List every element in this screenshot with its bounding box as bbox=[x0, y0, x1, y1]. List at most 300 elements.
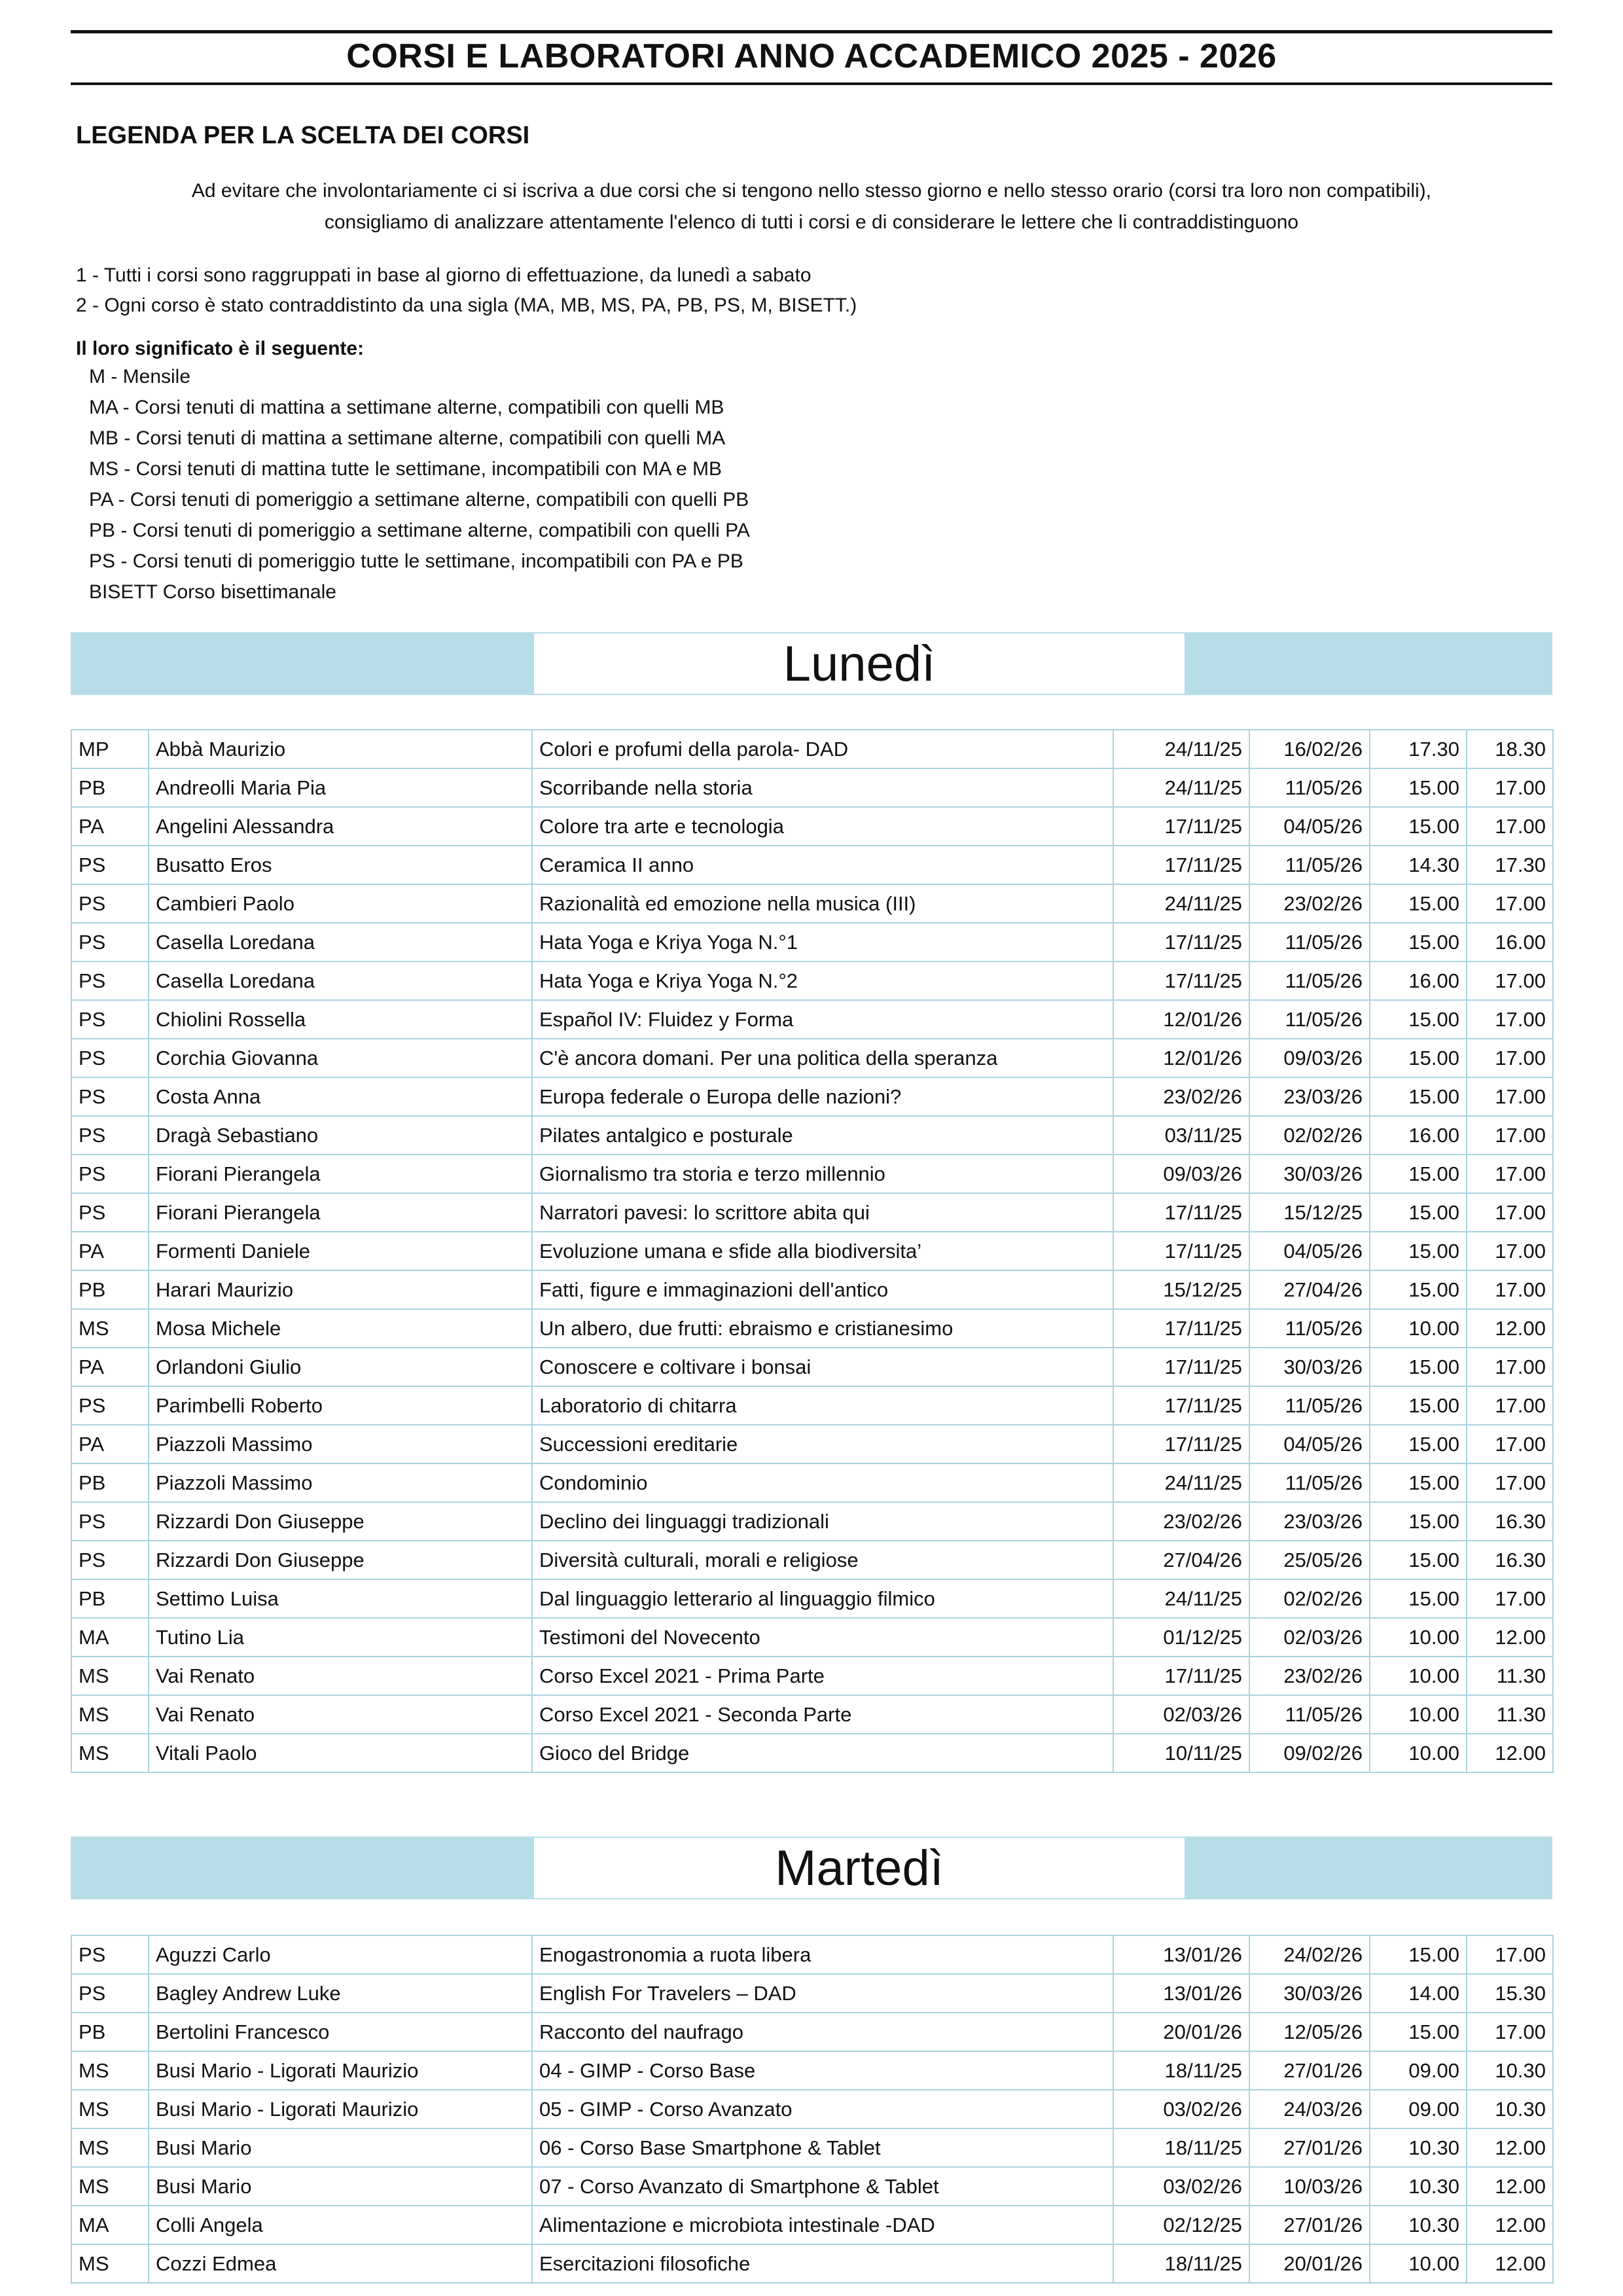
course-title: Un albero, due frutti: ebraismo e cristianesimo bbox=[532, 1309, 1113, 1348]
table-row bbox=[71, 2167, 1553, 2206]
end-time: 12.00 bbox=[1467, 2206, 1553, 2244]
course-title: Razionalità ed emozione nella musica (III) bbox=[532, 884, 1113, 923]
end-date: 23/03/26 bbox=[1249, 1502, 1370, 1541]
course-table bbox=[71, 729, 1554, 1773]
teacher-name: Casella Loredana bbox=[149, 961, 532, 1000]
end-time: 16.30 bbox=[1467, 1541, 1553, 1579]
end-date: 11/05/26 bbox=[1249, 1309, 1370, 1348]
end-date: 04/05/26 bbox=[1249, 1232, 1370, 1270]
table-row bbox=[71, 1155, 1553, 1193]
course-code: MA bbox=[71, 1618, 149, 1657]
start-date: 01/12/25 bbox=[1113, 1618, 1249, 1657]
course-code: MP bbox=[71, 730, 149, 768]
start-time: 15.00 bbox=[1370, 1502, 1467, 1541]
table-row bbox=[71, 1386, 1553, 1425]
teacher-name: Formenti Daniele bbox=[149, 1232, 532, 1270]
teacher-name: Colli Angela bbox=[149, 2206, 532, 2244]
start-date: 17/11/25 bbox=[1113, 1348, 1249, 1386]
end-date: 11/05/26 bbox=[1249, 768, 1370, 807]
table-row bbox=[71, 1974, 1553, 2013]
start-date: 15/12/25 bbox=[1113, 1270, 1249, 1309]
teacher-name: Andreolli Maria Pia bbox=[149, 768, 532, 807]
day-header-band bbox=[71, 1837, 1552, 1899]
teacher-name: Corchia Giovanna bbox=[149, 1039, 532, 1077]
course-title: C'è ancora domani. Per una politica della speranza bbox=[532, 1039, 1113, 1077]
teacher-name: Busatto Eros bbox=[149, 846, 532, 884]
course-title: 07 - Corso Avanzato di Smartphone & Tablet bbox=[532, 2167, 1113, 2206]
end-date: 16/02/26 bbox=[1249, 730, 1370, 768]
course-code: MA bbox=[71, 2206, 149, 2244]
course-code: PS bbox=[71, 923, 149, 961]
teacher-name: Vitali Paolo bbox=[149, 1734, 532, 1772]
start-time: 15.00 bbox=[1370, 1579, 1467, 1618]
end-time: 17.00 bbox=[1467, 1000, 1553, 1039]
start-date: 17/11/25 bbox=[1113, 1425, 1249, 1463]
table-row bbox=[71, 1348, 1553, 1386]
start-date: 17/11/25 bbox=[1113, 1386, 1249, 1425]
course-code: MS bbox=[71, 1657, 149, 1695]
course-title: Scorribande nella storia bbox=[532, 768, 1113, 807]
course-code: MS bbox=[71, 1309, 149, 1348]
course-code: PS bbox=[71, 1000, 149, 1039]
end-date: 23/02/26 bbox=[1249, 1657, 1370, 1695]
course-code: PB bbox=[71, 1270, 149, 1309]
course-code: PS bbox=[71, 1155, 149, 1193]
end-date: 25/05/26 bbox=[1249, 1541, 1370, 1579]
course-code: PB bbox=[71, 768, 149, 807]
end-time: 17.00 bbox=[1467, 884, 1553, 923]
end-date: 11/05/26 bbox=[1249, 846, 1370, 884]
end-time: 17.00 bbox=[1467, 1039, 1553, 1077]
teacher-name: Orlandoni Giulio bbox=[149, 1348, 532, 1386]
teacher-name: Aguzzi Carlo bbox=[149, 1935, 532, 1974]
code-item: MS - Corsi tenuti di mattina tutte le settimane, incompatibili con MA e MB bbox=[89, 458, 722, 480]
start-time: 15.00 bbox=[1370, 1193, 1467, 1232]
end-time: 10.30 bbox=[1467, 2090, 1553, 2128]
end-date: 02/02/26 bbox=[1249, 1579, 1370, 1618]
course-code: PS bbox=[71, 1502, 149, 1541]
end-date: 15/12/25 bbox=[1249, 1193, 1370, 1232]
end-time: 17.00 bbox=[1467, 1232, 1553, 1270]
code-item: MA - Corsi tenuti di mattina a settimane alterne, compatibili con quelli MB bbox=[89, 397, 724, 418]
start-time: 15.00 bbox=[1370, 1541, 1467, 1579]
table-row bbox=[71, 768, 1553, 807]
table-row bbox=[71, 1618, 1553, 1657]
course-title: Europa federale o Europa delle nazioni? bbox=[532, 1077, 1113, 1116]
end-time: 17.00 bbox=[1467, 768, 1553, 807]
teacher-name: Busi Mario - Ligorati Maurizio bbox=[149, 2051, 532, 2090]
start-time: 14.00 bbox=[1370, 1974, 1467, 2013]
meaning-heading: Il loro significato è il seguente: bbox=[76, 338, 365, 359]
table-row bbox=[71, 2013, 1553, 2051]
end-date: 20/01/26 bbox=[1249, 2244, 1370, 2283]
course-title: Testimoni del Novecento bbox=[532, 1618, 1113, 1657]
teacher-name: Fiorani Pierangela bbox=[149, 1193, 532, 1232]
end-date: 27/01/26 bbox=[1249, 2051, 1370, 2090]
start-time: 10.30 bbox=[1370, 2128, 1467, 2167]
end-time: 17.00 bbox=[1467, 1116, 1553, 1155]
end-time: 17.00 bbox=[1467, 1077, 1553, 1116]
start-time: 10.00 bbox=[1370, 1657, 1467, 1695]
course-title: Racconto del naufrago bbox=[532, 2013, 1113, 2051]
page-title: CORSI E LABORATORI ANNO ACCADEMICO 2025 - 2026 bbox=[346, 37, 1277, 75]
table-row bbox=[71, 1425, 1553, 1463]
end-date: 24/03/26 bbox=[1249, 2090, 1370, 2128]
legend-heading: LEGENDA PER LA SCELTA DEI CORSI bbox=[76, 122, 530, 149]
course-title: Español IV: Fluidez y Forma bbox=[532, 1000, 1113, 1039]
end-date: 11/05/26 bbox=[1249, 923, 1370, 961]
end-time: 17.30 bbox=[1467, 846, 1553, 884]
teacher-name: Tutino Lia bbox=[149, 1618, 532, 1657]
start-time: 10.00 bbox=[1370, 1695, 1467, 1734]
code-item: PB - Corsi tenuti di pomeriggio a settimane alterne, compatibili con quelli PA bbox=[89, 520, 750, 541]
teacher-name: Cambieri Paolo bbox=[149, 884, 532, 923]
top-rule bbox=[71, 30, 1552, 33]
course-code: PA bbox=[71, 1232, 149, 1270]
end-time: 11.30 bbox=[1467, 1695, 1553, 1734]
course-code: PS bbox=[71, 1116, 149, 1155]
course-title: Successioni ereditarie bbox=[532, 1425, 1113, 1463]
table-row bbox=[71, 1116, 1553, 1155]
end-time: 17.00 bbox=[1467, 1193, 1553, 1232]
teacher-name: Busi Mario bbox=[149, 2167, 532, 2206]
start-date: 20/01/26 bbox=[1113, 2013, 1249, 2051]
end-time: 17.00 bbox=[1467, 1386, 1553, 1425]
day-title: Martedì bbox=[533, 1837, 1186, 1899]
start-time: 15.00 bbox=[1370, 1935, 1467, 1974]
course-code: PS bbox=[71, 1193, 149, 1232]
start-time: 14.30 bbox=[1370, 846, 1467, 884]
code-item: PA - Corsi tenuti di pomeriggio a settimane alterne, compatibili con quelli PB bbox=[89, 489, 749, 511]
teacher-name: Piazzoli Massimo bbox=[149, 1425, 532, 1463]
start-date: 13/01/26 bbox=[1113, 1935, 1249, 1974]
start-time: 10.00 bbox=[1370, 2244, 1467, 2283]
start-date: 09/03/26 bbox=[1113, 1155, 1249, 1193]
end-date: 11/05/26 bbox=[1249, 1695, 1370, 1734]
table-row bbox=[71, 1232, 1553, 1270]
end-time: 18.30 bbox=[1467, 730, 1553, 768]
course-title: Giornalismo tra storia e terzo millennio bbox=[532, 1155, 1113, 1193]
start-date: 23/02/26 bbox=[1113, 1077, 1249, 1116]
legend-rule-2: 2 - Ogni corso è stato contraddistinto da una sigla (MA, MB, MS, PA, PB, PS, M, BISETT.) bbox=[76, 295, 857, 316]
course-title: 04 - GIMP - Corso Base bbox=[532, 2051, 1113, 2090]
course-code: MS bbox=[71, 2051, 149, 2090]
day-header-band bbox=[71, 632, 1552, 695]
course-title: Esercitazioni filosofiche bbox=[532, 2244, 1113, 2283]
course-title: Colori e profumi della parola- DAD bbox=[532, 730, 1113, 768]
start-time: 16.00 bbox=[1370, 1116, 1467, 1155]
teacher-name: Vai Renato bbox=[149, 1657, 532, 1695]
end-time: 16.30 bbox=[1467, 1502, 1553, 1541]
course-title: Enogastronomia a ruota libera bbox=[532, 1935, 1113, 1974]
start-time: 09.00 bbox=[1370, 2051, 1467, 2090]
table-row bbox=[71, 1579, 1553, 1618]
code-item: PS - Corsi tenuti di pomeriggio tutte le settimane, incompatibili con PA e PB bbox=[89, 550, 743, 572]
teacher-name: Bagley Andrew Luke bbox=[149, 1974, 532, 2013]
table-row bbox=[71, 1695, 1553, 1734]
legend-intro-line1: Ad evitare che involontariamente ci si iscriva a due corsi che si tengono nello stesso giorno e nello stesso orario (corsi tra loro non compatibili), bbox=[191, 180, 1432, 202]
end-time: 12.00 bbox=[1467, 1734, 1553, 1772]
course-code: PS bbox=[71, 1386, 149, 1425]
start-date: 13/01/26 bbox=[1113, 1974, 1249, 2013]
end-date: 30/03/26 bbox=[1249, 1974, 1370, 2013]
course-title: Fatti, figure e immaginazioni dell'antico bbox=[532, 1270, 1113, 1309]
start-date: 24/11/25 bbox=[1113, 730, 1249, 768]
course-title: Narratori pavesi: lo scrittore abita qui bbox=[532, 1193, 1113, 1232]
start-date: 03/02/26 bbox=[1113, 2090, 1249, 2128]
end-time: 11.30 bbox=[1467, 1657, 1553, 1695]
teacher-name: Costa Anna bbox=[149, 1077, 532, 1116]
course-code: PS bbox=[71, 1935, 149, 1974]
teacher-name: Busi Mario bbox=[149, 2128, 532, 2167]
course-code: MS bbox=[71, 2128, 149, 2167]
start-date: 12/01/26 bbox=[1113, 1039, 1249, 1077]
course-code: PS bbox=[71, 884, 149, 923]
start-date: 17/11/25 bbox=[1113, 923, 1249, 961]
teacher-name: Busi Mario - Ligorati Maurizio bbox=[149, 2090, 532, 2128]
table-row bbox=[71, 1657, 1553, 1695]
table-row bbox=[71, 1935, 1553, 1974]
end-time: 17.00 bbox=[1467, 961, 1553, 1000]
start-time: 10.00 bbox=[1370, 1734, 1467, 1772]
teacher-name: Casella Loredana bbox=[149, 923, 532, 961]
teacher-name: Dragà Sebastiano bbox=[149, 1116, 532, 1155]
start-time: 10.30 bbox=[1370, 2167, 1467, 2206]
course-title: Laboratorio di chitarra bbox=[532, 1386, 1113, 1425]
course-code: MS bbox=[71, 2090, 149, 2128]
start-time: 09.00 bbox=[1370, 2090, 1467, 2128]
end-time: 17.00 bbox=[1467, 1425, 1553, 1463]
course-code: PS bbox=[71, 1039, 149, 1077]
course-title: Conoscere e coltivare i bonsai bbox=[532, 1348, 1113, 1386]
course-title: Dal linguaggio letterario al linguaggio filmico bbox=[532, 1579, 1113, 1618]
course-code: MS bbox=[71, 2167, 149, 2206]
course-title: Hata Yoga e Kriya Yoga N.°2 bbox=[532, 961, 1113, 1000]
end-date: 11/05/26 bbox=[1249, 961, 1370, 1000]
course-title: Alimentazione e microbiota intestinale -DAD bbox=[532, 2206, 1113, 2244]
teacher-name: Chiolini Rossella bbox=[149, 1000, 532, 1039]
table-row bbox=[71, 846, 1553, 884]
start-time: 10.30 bbox=[1370, 2206, 1467, 2244]
end-date: 24/02/26 bbox=[1249, 1935, 1370, 1974]
day-title: Lunedì bbox=[533, 632, 1186, 695]
end-time: 12.00 bbox=[1467, 2167, 1553, 2206]
table-row bbox=[71, 1309, 1553, 1348]
start-date: 17/11/25 bbox=[1113, 1309, 1249, 1348]
start-time: 15.00 bbox=[1370, 1155, 1467, 1193]
course-title: Corso Excel 2021 - Prima Parte bbox=[532, 1657, 1113, 1695]
table-row bbox=[71, 1077, 1553, 1116]
end-date: 04/05/26 bbox=[1249, 1425, 1370, 1463]
course-code: PS bbox=[71, 1541, 149, 1579]
start-time: 15.00 bbox=[1370, 884, 1467, 923]
end-time: 17.00 bbox=[1467, 1579, 1553, 1618]
start-date: 24/11/25 bbox=[1113, 1463, 1249, 1502]
table-row bbox=[71, 1039, 1553, 1077]
course-code: PA bbox=[71, 1348, 149, 1386]
start-date: 02/03/26 bbox=[1113, 1695, 1249, 1734]
table-row bbox=[71, 2244, 1553, 2283]
start-date: 24/11/25 bbox=[1113, 768, 1249, 807]
legend-intro-line2: consigliamo di analizzare attentamente l'elenco di tutti i corsi e di considerare le lettere che li contraddistinguono bbox=[324, 211, 1299, 233]
code-item: MB - Corsi tenuti di mattina a settimane alterne, compatibili con quelli MA bbox=[89, 427, 726, 449]
table-row bbox=[71, 1000, 1553, 1039]
table-row bbox=[71, 1270, 1553, 1309]
legend-rules bbox=[76, 260, 857, 321]
course-title: Diversità culturali, morali e religiose bbox=[532, 1541, 1113, 1579]
table-row bbox=[71, 1541, 1553, 1579]
start-time: 17.30 bbox=[1370, 730, 1467, 768]
table-row bbox=[71, 961, 1553, 1000]
end-time: 17.00 bbox=[1467, 2013, 1553, 2051]
start-time: 15.00 bbox=[1370, 1386, 1467, 1425]
course-code: PA bbox=[71, 1425, 149, 1463]
course-title: 06 - Corso Base Smartphone & Tablet bbox=[532, 2128, 1113, 2167]
start-date: 24/11/25 bbox=[1113, 884, 1249, 923]
start-date: 03/02/26 bbox=[1113, 2167, 1249, 2206]
start-time: 15.00 bbox=[1370, 807, 1467, 846]
course-table bbox=[71, 1935, 1554, 2284]
start-time: 15.00 bbox=[1370, 1425, 1467, 1463]
table-row bbox=[71, 884, 1553, 923]
table-row bbox=[71, 1193, 1553, 1232]
code-item: M - Mensile bbox=[89, 366, 191, 387]
start-date: 02/12/25 bbox=[1113, 2206, 1249, 2244]
course-code: PS bbox=[71, 961, 149, 1000]
course-code: PS bbox=[71, 1974, 149, 2013]
teacher-name: Abbà Maurizio bbox=[149, 730, 532, 768]
teacher-name: Rizzardi Don Giuseppe bbox=[149, 1502, 532, 1541]
end-time: 12.00 bbox=[1467, 2128, 1553, 2167]
course-title: 05 - GIMP - Corso Avanzato bbox=[532, 2090, 1113, 2128]
course-code: MS bbox=[71, 1734, 149, 1772]
end-date: 09/02/26 bbox=[1249, 1734, 1370, 1772]
end-date: 02/03/26 bbox=[1249, 1618, 1370, 1657]
start-time: 15.00 bbox=[1370, 1000, 1467, 1039]
start-date: 17/11/25 bbox=[1113, 961, 1249, 1000]
start-date: 17/11/25 bbox=[1113, 1193, 1249, 1232]
start-time: 15.00 bbox=[1370, 1463, 1467, 1502]
end-time: 17.00 bbox=[1467, 1348, 1553, 1386]
start-date: 27/04/26 bbox=[1113, 1541, 1249, 1579]
start-time: 15.00 bbox=[1370, 1348, 1467, 1386]
teacher-name: Harari Maurizio bbox=[149, 1270, 532, 1309]
end-date: 11/05/26 bbox=[1249, 1463, 1370, 1502]
table-row bbox=[71, 2206, 1553, 2244]
start-time: 15.00 bbox=[1370, 923, 1467, 961]
course-code: PB bbox=[71, 1463, 149, 1502]
course-title: Gioco del Bridge bbox=[532, 1734, 1113, 1772]
teacher-name: Cozzi Edmea bbox=[149, 2244, 532, 2283]
start-time: 15.00 bbox=[1370, 1039, 1467, 1077]
table-row bbox=[71, 1734, 1553, 1772]
course-title: Declino dei linguaggi tradizionali bbox=[532, 1502, 1113, 1541]
end-date: 12/05/26 bbox=[1249, 2013, 1370, 2051]
start-date: 10/11/25 bbox=[1113, 1734, 1249, 1772]
end-date: 11/05/26 bbox=[1249, 1386, 1370, 1425]
teacher-name: Fiorani Pierangela bbox=[149, 1155, 532, 1193]
end-date: 30/03/26 bbox=[1249, 1155, 1370, 1193]
end-date: 27/04/26 bbox=[1249, 1270, 1370, 1309]
legend-intro bbox=[85, 175, 1538, 238]
start-date: 17/11/25 bbox=[1113, 1657, 1249, 1695]
end-date: 27/01/26 bbox=[1249, 2206, 1370, 2244]
table-row bbox=[71, 1502, 1553, 1541]
start-time: 10.00 bbox=[1370, 1618, 1467, 1657]
end-date: 11/05/26 bbox=[1249, 1000, 1370, 1039]
start-date: 18/11/25 bbox=[1113, 2051, 1249, 2090]
end-time: 17.00 bbox=[1467, 1270, 1553, 1309]
teacher-name: Rizzardi Don Giuseppe bbox=[149, 1541, 532, 1579]
teacher-name: Mosa Michele bbox=[149, 1309, 532, 1348]
start-date: 24/11/25 bbox=[1113, 1579, 1249, 1618]
start-date: 03/11/25 bbox=[1113, 1116, 1249, 1155]
course-title: Hata Yoga e Kriya Yoga N.°1 bbox=[532, 923, 1113, 961]
teacher-name: Piazzoli Massimo bbox=[149, 1463, 532, 1502]
end-time: 17.00 bbox=[1467, 1155, 1553, 1193]
end-date: 09/03/26 bbox=[1249, 1039, 1370, 1077]
title-rule bbox=[71, 82, 1552, 85]
course-code: PB bbox=[71, 2013, 149, 2051]
table-row bbox=[71, 2051, 1553, 2090]
end-date: 27/01/26 bbox=[1249, 2128, 1370, 2167]
end-time: 17.00 bbox=[1467, 807, 1553, 846]
course-title: Colore tra arte e tecnologia bbox=[532, 807, 1113, 846]
code-item: BISETT Corso bisettimanale bbox=[89, 581, 336, 603]
end-date: 23/02/26 bbox=[1249, 884, 1370, 923]
teacher-name: Bertolini Francesco bbox=[149, 2013, 532, 2051]
start-time: 15.00 bbox=[1370, 1270, 1467, 1309]
course-code: PS bbox=[71, 1077, 149, 1116]
end-time: 16.00 bbox=[1467, 923, 1553, 961]
end-time: 12.00 bbox=[1467, 1618, 1553, 1657]
course-code: PA bbox=[71, 807, 149, 846]
code-list bbox=[89, 361, 750, 607]
course-code: PB bbox=[71, 1579, 149, 1618]
course-title: Corso Excel 2021 - Seconda Parte bbox=[532, 1695, 1113, 1734]
table-row bbox=[71, 923, 1553, 961]
course-code: PS bbox=[71, 846, 149, 884]
course-code: MS bbox=[71, 2244, 149, 2283]
start-date: 17/11/25 bbox=[1113, 1232, 1249, 1270]
start-date: 23/02/26 bbox=[1113, 1502, 1249, 1541]
start-time: 10.00 bbox=[1370, 1309, 1467, 1348]
table-row bbox=[71, 730, 1553, 768]
end-time: 17.00 bbox=[1467, 1935, 1553, 1974]
legend-rule-1: 1 - Tutti i corsi sono raggruppati in base al giorno di effettuazione, da lunedì a sabato bbox=[76, 264, 812, 286]
end-time: 15.30 bbox=[1467, 1974, 1553, 2013]
table-row bbox=[71, 2128, 1553, 2167]
start-time: 15.00 bbox=[1370, 1232, 1467, 1270]
start-time: 15.00 bbox=[1370, 1077, 1467, 1116]
end-time: 12.00 bbox=[1467, 1309, 1553, 1348]
course-title: Pilates antalgico e posturale bbox=[532, 1116, 1113, 1155]
start-date: 18/11/25 bbox=[1113, 2244, 1249, 2283]
table-row bbox=[71, 1463, 1553, 1502]
course-code: MS bbox=[71, 1695, 149, 1734]
course-title: Evoluzione umana e sfide alla biodiversita’ bbox=[532, 1232, 1113, 1270]
teacher-name: Vai Renato bbox=[149, 1695, 532, 1734]
start-time: 16.00 bbox=[1370, 961, 1467, 1000]
teacher-name: Settimo Luisa bbox=[149, 1579, 532, 1618]
teacher-name: Parimbelli Roberto bbox=[149, 1386, 532, 1425]
start-time: 15.00 bbox=[1370, 2013, 1467, 2051]
course-title: English For Travelers – DAD bbox=[532, 1974, 1113, 2013]
end-time: 10.30 bbox=[1467, 2051, 1553, 2090]
table-row bbox=[71, 2090, 1553, 2128]
end-date: 04/05/26 bbox=[1249, 807, 1370, 846]
course-title: Condominio bbox=[532, 1463, 1113, 1502]
